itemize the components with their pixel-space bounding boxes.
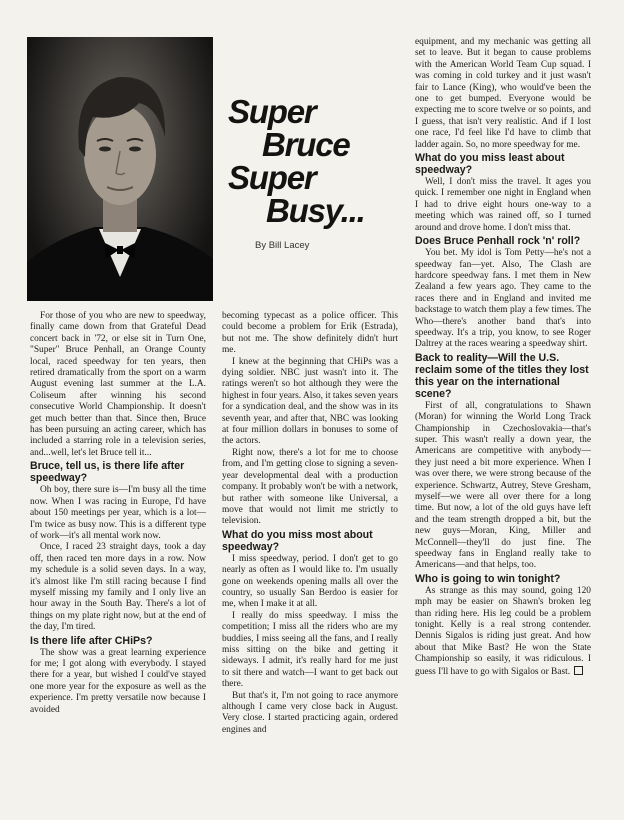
- article-column-1: [30, 311, 206, 799]
- paragraph: For those of you who are new to speedway, finally came down from that Grateful Dead concert back in '72, or else sit in Turn One, "Super" Bruce Penhall, an Orange County local, raced speedway for ten years, then retired dramatically from the sport on a warm August evening last summer at the L.A. Coliseum after winning his second consecutive World Championship. It doesn't get much better than that. Since then, Bruce has been pursuing an acting career, which has included a starring role in a television series, and...well, let's let Bruce tell it...: [30, 311, 206, 458]
- question-heading: What do you miss most about speedway?: [222, 528, 373, 553]
- headline-line: Busy...: [266, 192, 365, 229]
- paragraph: You bet. My idol is Tom Petty—he's not a speedway fan—yet. Also, The Clash are hardcore speedway fans. I met them in New Zealand a few years ago. They came to the races there and in England and invited me backstage to watch them play a few times. The Who—there's another band that's into speedway. It's a trip, you know, to see Roger Daltrey at the races wearing a speedway shirt.: [415, 248, 591, 350]
- question-heading: Does Bruce Penhall rock 'n' roll?: [415, 235, 581, 248]
- paragraph: Right now, there's a lot for me to choose from, and I'm getting close to signing a seven-year developmental deal with a production company. It probably won't be with a network, but rather with someone like Universal, a move that would not limit me strictly to television.: [222, 447, 398, 527]
- portrait-photo: [27, 37, 213, 301]
- question-heading: Back to reality—Will the U.S. reclaim some of the titles they lost this year on the international scene?: [415, 351, 589, 400]
- paragraph: Oh boy, there sure is—I'm busy all the time now. When I was racing in Europe, I'd have about 150 meetings per year, which is a lot—I'm twice as busy now. This is a different type of work—it's all mental work now.: [30, 485, 206, 541]
- paragraph: equipment, and my mechanic was getting all set to leave. But it began to cause problems with the American World Team Cup squad. I was coming in cold turkey and it just wasn't fair to Lance (King), who would've been the one to get bumped. Everyone would be expecting me to score twelve or so points, and I guess, that isn't very realistic. And if I lost one race, I'd feel like I'd have to climb that ladder again. So, no more speedway for me.: [415, 37, 591, 150]
- question-heading: Who is going to win tonight?: [415, 572, 561, 585]
- question-heading: Is there life after CHiPs?: [30, 634, 153, 647]
- paragraph: I knew at the beginning that CHiPs was a dying soldier. NBC just wasn't into it. The ratings weren't so hot although they were the highest in four years. Also, it takes seven years for a syndication deal, and the show was in its seventh year, and after that, NBC was looking at four million dollars in bonuses to some of the actors.: [222, 356, 398, 447]
- headline-line: Bruce: [262, 126, 350, 163]
- article-column-3: [415, 37, 591, 799]
- paragraph: The show was a great learning experience for me; I got along with everybody. I stayed there for a year, but wished I could've stayed one more year for the exposure as well as the experience. I'm pretty versatile now because I avoided: [30, 647, 206, 715]
- article-headline: [222, 95, 402, 227]
- paragraph: becoming typecast as a police officer. This could become a problem for Erik (Estrada), but not me. The show definitely didn't hurt me.: [222, 311, 398, 356]
- article-column-2: [222, 311, 398, 799]
- headline-line: Super: [228, 93, 316, 130]
- question-heading: Bruce, tell us, is there life after speedway?: [30, 460, 185, 485]
- byline: By Bill Lacey: [255, 240, 310, 251]
- paragraph: Once, I raced 23 straight days, took a day off, then raced ten more days in a row. Now my schedule is a solid seven days. In a way, it's almost like I'm still racing because I find myself missing my family and I only live an hour away in the South Bay. There's a lot of things on my plate right now, but at the end of the day, I'm tired.: [30, 542, 206, 633]
- paragraph: First of all, congratulations to Shawn (Moran) for winning the World Long Track Championship in Czechoslovakia—that's super. This wasn't really a down year, the Americans are competitive with anybody—they just need a bit more experience. When I was over there, we were strong because of the experience. Schwartz, Autrey, Steve Gresham, myself—we were all over there for a long time. But now, a lot of the old guys have left and the team strength dropped a bit, but the new guys—Moran, King, Miller and McConnell—they'll do just fine. The speedway fans in England really take to Americans—and that helps, too.: [415, 400, 591, 571]
- paragraph: Well, I don't miss the travel. It ages you quick. I remember one night in England when I had to drive eight hours one-way to a meeting which was rained off, so I turned around and drove home. I don't miss that.: [415, 177, 591, 233]
- paragraph: But that's it, I'm not going to race anymore although I came very close back in August. Very close. I started practicing again, ordered engines and: [222, 690, 398, 735]
- end-mark-icon: [574, 666, 583, 675]
- paragraph: [415, 586, 591, 678]
- question-heading: What do you miss least about speedway?: [415, 152, 565, 177]
- portrait-figure: [27, 37, 213, 301]
- paragraph: I really do miss speedway. I miss the competition; I miss all the riders who are my buddies, I miss seeing all the fans, and I really miss sitting on the bike and getting it sideways. I admit, it's really hard for me just to sit there and watch—I want to get back out there.: [222, 610, 398, 690]
- paragraph-text: As strange as this may sound, going 120 mph may be easier on Shawn's broken leg than riding here. His leg could be a problem tonight. Kelly is a real strong contender. Dennis Sigalos is riding just great. And how about that Mike Bast? He won the State Championship so easily, it was ridiculous. I guess I'll have to go with Sigalos or Bast.: [415, 585, 591, 677]
- paragraph: I miss speedway, period. I don't get to go nearly as often as I would like to. I'm usually gone on weekends opening malls all over the country, so usually San Berdoo is easier for me, when I make it at all.: [222, 553, 398, 610]
- headline-line: Super: [228, 159, 316, 196]
